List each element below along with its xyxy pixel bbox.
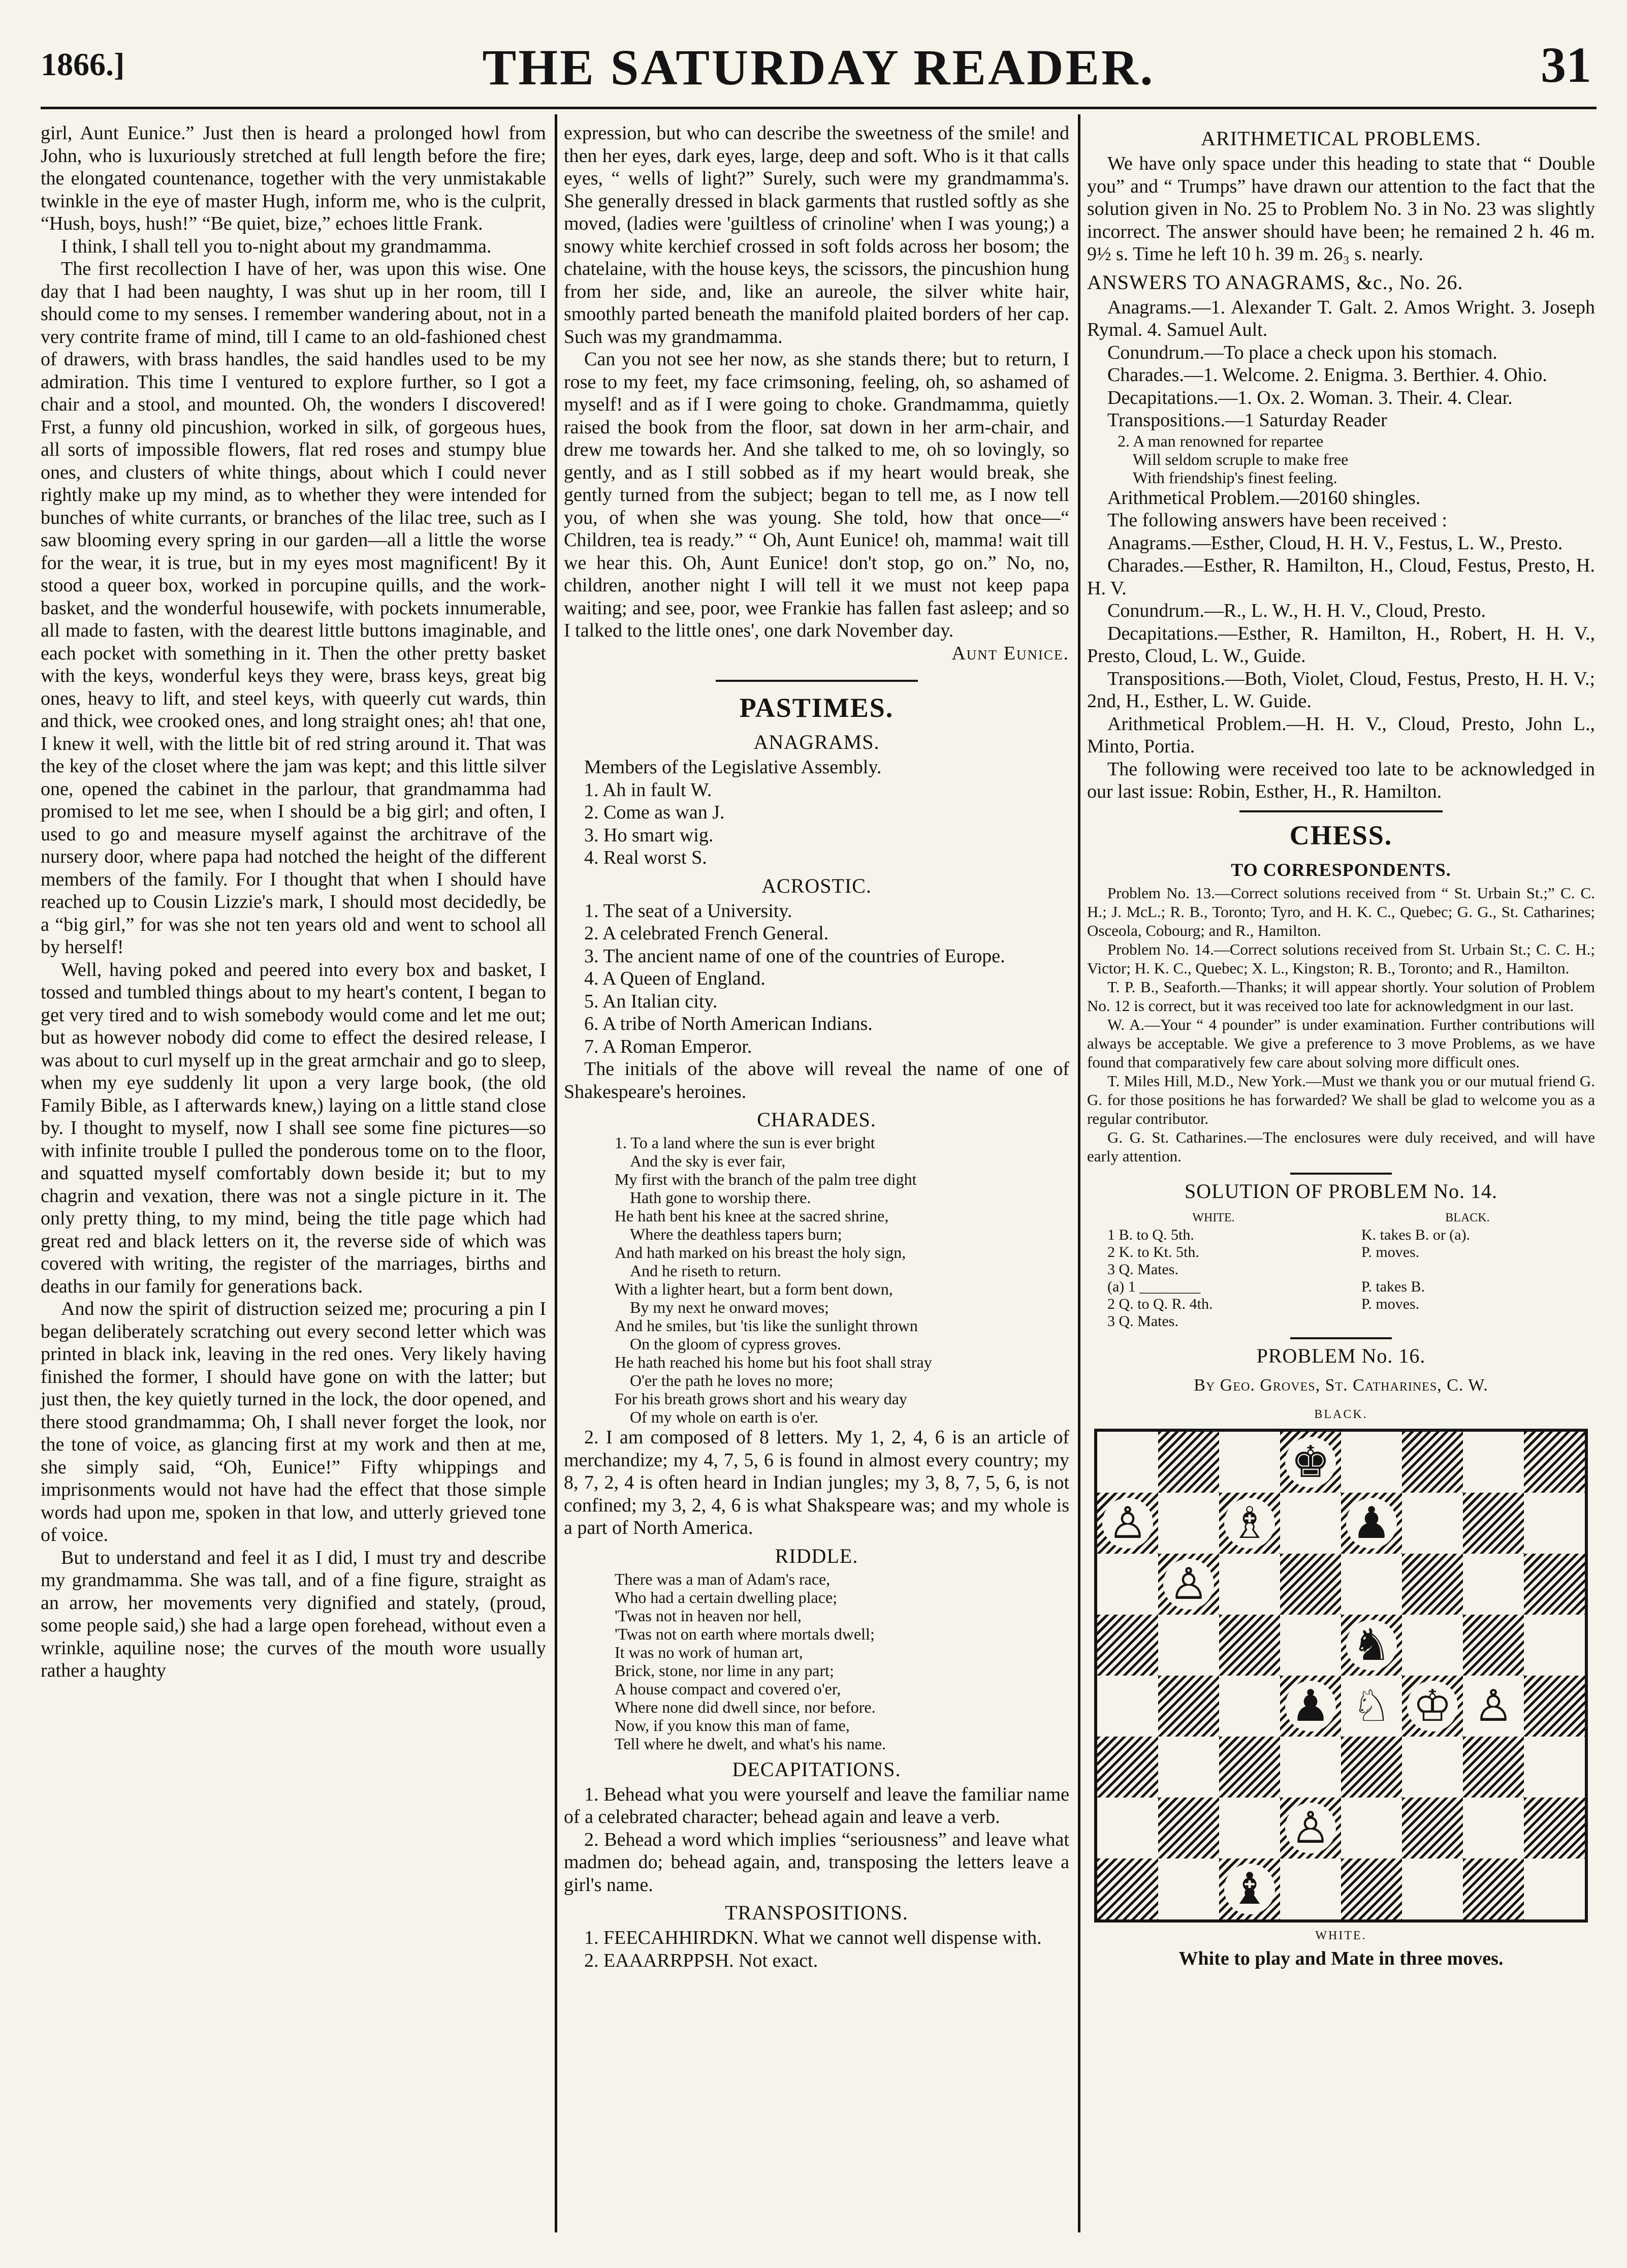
header-rule bbox=[41, 107, 1597, 109]
riddle-heading: RIDDLE. bbox=[775, 1544, 858, 1567]
chess-piece: ♞ bbox=[1346, 1620, 1397, 1671]
poem-line: 1. To a land where the sun is ever bright bbox=[615, 1133, 875, 1152]
board-square bbox=[1524, 1858, 1585, 1919]
poem-line: 2. A man renowned for repartee bbox=[1118, 431, 1324, 450]
white-move: 3 Q. Mates. bbox=[1107, 1261, 1178, 1278]
solution-row bbox=[1087, 1278, 1595, 1296]
list-item: 1. FEECAHHIRDKN. What we cannot well dispense with. bbox=[584, 1927, 1042, 1948]
poem-line: Of my whole on earth is o'er. bbox=[630, 1408, 819, 1426]
board-square bbox=[1402, 1676, 1463, 1737]
story-signature: Aunt Eunice. bbox=[951, 642, 1069, 664]
poem-line: And he smiles, but 'tis like the sunlight thrown bbox=[615, 1316, 918, 1335]
column-1 bbox=[41, 122, 546, 1682]
answer-line: Arithmetical Problem.—H. H. V., Cloud, Presto, John L., Minto, Portia. bbox=[1087, 713, 1595, 757]
answer-line: Anagrams.—Esther, Cloud, H. H. V., Festus, L. W., Presto. bbox=[1107, 532, 1563, 554]
poem-line: For his breath grows short and his weary day bbox=[615, 1390, 907, 1408]
board-square bbox=[1219, 1615, 1280, 1676]
acrostic-heading: ACROSTIC. bbox=[761, 874, 872, 897]
charade-poem bbox=[564, 1133, 1069, 1426]
answer-line: The following were received too late to be acknowledged in our last issue: Robin, Esther, H., R. Hamilton. bbox=[1087, 758, 1595, 802]
board-square bbox=[1158, 1493, 1219, 1554]
board-square bbox=[1402, 1432, 1463, 1493]
list-item: 1. The seat of a University. bbox=[584, 900, 792, 922]
board-square bbox=[1219, 1858, 1280, 1919]
board-square bbox=[1158, 1858, 1219, 1919]
pastimes-heading: PASTIMES. bbox=[739, 692, 894, 723]
board-square bbox=[1219, 1676, 1280, 1737]
board-square bbox=[1280, 1615, 1341, 1676]
answer-line: Decapitations.—Esther, R. Hamilton, H., Robert, H. H. V., Presto, Cloud, L. W., Guide. bbox=[1087, 622, 1595, 667]
solution-row bbox=[1087, 1244, 1595, 1261]
transposition-verse bbox=[1087, 432, 1595, 487]
poem-line: My first with the branch of the palm tree dight bbox=[615, 1170, 917, 1188]
board-square bbox=[1463, 1737, 1524, 1798]
column-3 bbox=[1087, 122, 1595, 1970]
board-square bbox=[1463, 1554, 1524, 1615]
story-paragraph: And now the spirit of distruction seized me; procuring a pin I began deliberately scratching out every second letter which was printed in black ink, leaving in the red ones. Very likely having finished the former, I should have gone on with the latter; but just then, the key quietly turned in the lock, the door opened, and there stood grandmamma; Oh, I shall never forget the look, nor the tone of voice, as glancing first at my work and then at me, she simply said, “Oh, Eunice!” Fifty whippings and imprisonments would not have had the effect that those simple words had upon me, spoken in that low, and utterly grieved tone of voice. bbox=[41, 1298, 546, 1546]
correspondent-note: Problem No. 14.—Correct solutions received from St. Urbain St.; C. C. H.; Victor; H. K. C., Quebec; X. L., Kingston; R. B., Toronto; and R., Hamilton. bbox=[1087, 940, 1595, 977]
board-square bbox=[1341, 1798, 1402, 1858]
board-square bbox=[1402, 1737, 1463, 1798]
problem-caption: White to play and Mate in three moves. bbox=[1178, 1947, 1504, 1969]
chess-piece: ♟ bbox=[1285, 1681, 1336, 1731]
solution-table bbox=[1087, 1209, 1595, 1330]
poem-line: And he riseth to return. bbox=[630, 1262, 781, 1280]
acrostic-list bbox=[564, 900, 1069, 1058]
board-square bbox=[1219, 1798, 1280, 1858]
board-square bbox=[1524, 1798, 1585, 1858]
board-square bbox=[1280, 1737, 1341, 1798]
chess-piece: ♚ bbox=[1285, 1437, 1336, 1488]
white-move: 2 K. to Kt. 5th. bbox=[1107, 1243, 1199, 1261]
correspondents-heading: TO CORRESPONDENTS. bbox=[1231, 859, 1451, 880]
solution-row bbox=[1087, 1313, 1595, 1330]
poem-line: And the sky is ever fair, bbox=[630, 1152, 786, 1170]
board-square bbox=[1341, 1554, 1402, 1615]
transpositions-heading: TRANSPOSITIONS. bbox=[725, 1901, 908, 1924]
problem-author: By Geo. Groves, St. Catharines, C. W. bbox=[1194, 1375, 1488, 1395]
story-paragraph: Well, having poked and peered into every box and basket, I tossed and tumbled things about to my heart's content, I began to get very tired and to wish somebody would come and let me out; but as however nobody did come to effect the desired release, I was about to curl myself up in the great armchair and go to sleep, when my eye suddenly lit upon a very large book, (the old Family Bible, as I afterwards knew,) laying on a little stand close by. I thought to myself, now I shall see some fine pictures—so with infinite trouble I pulled the ponderous tome on to the floor, and squatted myself comfortably down beside it; but to my chagrin and vexation, there was not a single picture in it. The only pretty thing, to my mind, being the title page which had great red and black letters on it, the reverse side of which was covered with writing, the register of the marriages, births and deaths in our family for generations back. bbox=[41, 959, 546, 1297]
decapitations-heading: DECAPITATIONS. bbox=[732, 1757, 901, 1781]
white-move: (a) 1 ________ bbox=[1107, 1278, 1201, 1295]
poem-line: Where none did dwell since, nor before. bbox=[615, 1697, 876, 1716]
answer-line: Transpositions.—1 Saturday Reader bbox=[1107, 410, 1387, 431]
poem-line: 'Twas not in heaven nor hell, bbox=[615, 1606, 802, 1625]
poem-line: Where the deathless tapers burn; bbox=[630, 1225, 842, 1243]
board-square bbox=[1524, 1493, 1585, 1554]
section-divider bbox=[716, 680, 918, 682]
answer-line: The following answers have been received : bbox=[1107, 510, 1447, 531]
board-square bbox=[1219, 1554, 1280, 1615]
poem-line: O'er the path he loves no more; bbox=[630, 1371, 834, 1390]
board-square bbox=[1158, 1615, 1219, 1676]
poem-line: There was a man of Adam's race, bbox=[615, 1569, 831, 1588]
poem-line: Brick, stone, nor lime in any part; bbox=[615, 1661, 834, 1680]
board-square bbox=[1097, 1432, 1158, 1493]
decapitation-item: 1. Behead what you were yourself and leave the familiar name of a celebrated character; behead again and leave a verb. bbox=[564, 1783, 1069, 1828]
board-square bbox=[1097, 1554, 1158, 1615]
list-item: 1. Ah in fault W. bbox=[584, 779, 712, 801]
board-square bbox=[1158, 1432, 1219, 1493]
board-square bbox=[1524, 1554, 1585, 1615]
board-square bbox=[1341, 1737, 1402, 1798]
section-divider bbox=[1239, 810, 1443, 812]
board-square bbox=[1097, 1858, 1158, 1919]
story-paragraph: But to understand and feel it as I did, I must try and describe my grandmamma. She was tall, and of a fine figure, straight as an arrow, her movements very dignified and stately, (proud, some people said,) she had a large open forehead, without even a wrinkle, aquiline nose; the curves of the mouth wore usually rather a haughty bbox=[41, 1547, 546, 1681]
correspondent-note: Problem No. 13.—Correct solutions received from “ St. Urbain St.;” C. C. H.; J. McL.; R. B., Toronto; Tyro, and H. K. C., Quebec; G. G., St. Catharines; Osceola, Cobourg; and R., Hamilton. bbox=[1087, 884, 1595, 939]
poem-line: A house compact and covered o'er, bbox=[615, 1679, 841, 1698]
poem-line: He hath bent his knee at the sacred shrine, bbox=[615, 1207, 889, 1225]
anagrams-heading: ANAGRAMS. bbox=[753, 731, 880, 753]
column-rule-1 bbox=[555, 114, 557, 2232]
arithmetical-heading: ARITHMETICAL PROBLEMS. bbox=[1201, 127, 1481, 150]
board-square bbox=[1219, 1493, 1280, 1554]
poem-line: He hath reached his home but his foot shall stray bbox=[615, 1353, 932, 1371]
list-item: 4. Real worst S. bbox=[584, 847, 707, 868]
chess-diagram bbox=[1087, 1403, 1595, 1970]
answers-block bbox=[1087, 296, 1595, 803]
board-square bbox=[1097, 1798, 1158, 1858]
answer-line: Charades.—Esther, R. Hamilton, H., Cloud, Festus, Presto, H. H. V. bbox=[1087, 555, 1595, 599]
solution-row bbox=[1087, 1226, 1595, 1244]
board-square bbox=[1402, 1858, 1463, 1919]
list-item: 3. The ancient name of one of the countries of Europe. bbox=[584, 945, 1005, 967]
poem-line: It was no work of human art, bbox=[615, 1643, 803, 1661]
charade-2: 2. I am composed of 8 letters. My 1, 2, 4, 6 is an article of merchandize; my 4, 7, 5, 6 is found in almost every country; my 8, 7, 2, 4 is often heard in Indian jungles; my 3, 8, 7, 5, 6, is not confined; my 3, 2, 4, 6 is what Shakspeare was; and my whole is a part of North America. bbox=[564, 1427, 1069, 1538]
poem-line: On the gloom of cypress groves. bbox=[630, 1335, 841, 1353]
board-square bbox=[1402, 1615, 1463, 1676]
poem-line: With friendship's finest feeling. bbox=[1133, 468, 1337, 487]
board-square bbox=[1280, 1676, 1341, 1737]
board-square bbox=[1158, 1554, 1219, 1615]
chess-piece: ♘ bbox=[1346, 1681, 1397, 1731]
problem-heading: PROBLEM No. 16. bbox=[1256, 1344, 1426, 1367]
section-divider bbox=[1290, 1337, 1392, 1339]
board-square bbox=[1097, 1615, 1158, 1676]
arithmetical-text: We have only space under this heading to state that “ Double you” and “ Trumps” have drawn our attention to the fact that the solution given in No. 25 to Problem No. 3 in No. 23 was slightly incorrect. The answer should have been; he remained 2 h. 46 m. 9½ s. Time he left 10 h. 39 m. 26₃ s. nearly. bbox=[1087, 153, 1595, 265]
board-square bbox=[1524, 1615, 1585, 1676]
chess-piece: ♙ bbox=[1102, 1498, 1153, 1549]
board-square bbox=[1402, 1798, 1463, 1858]
board-square bbox=[1097, 1676, 1158, 1737]
board-square bbox=[1463, 1615, 1524, 1676]
black-side-label: BLACK. bbox=[1314, 1407, 1368, 1421]
black-move: P. moves. bbox=[1361, 1243, 1420, 1261]
black-move: P. takes B. bbox=[1361, 1278, 1425, 1295]
transpositions-list bbox=[564, 1927, 1069, 1972]
list-item: 6. A tribe of North American Indians. bbox=[584, 1013, 873, 1034]
board-square bbox=[1463, 1798, 1524, 1858]
board-square bbox=[1524, 1737, 1585, 1798]
black-label: BLACK. bbox=[1445, 1211, 1490, 1224]
page-number: 31 bbox=[1541, 37, 1591, 93]
chess-heading: CHESS. bbox=[1289, 820, 1393, 850]
board-square bbox=[1524, 1432, 1585, 1493]
list-item: 2. A celebrated French General. bbox=[584, 923, 829, 944]
list-item: 5. An Italian city. bbox=[584, 990, 718, 1012]
poem-line: Will seldom scruple to make free bbox=[1133, 450, 1349, 468]
white-move: 2 Q. to Q. R. 4th. bbox=[1107, 1295, 1213, 1312]
board-square bbox=[1097, 1493, 1158, 1554]
decapitation-item: 2. Behead a word which implies “seriousness” and leave what madmen do; behead again, and, transposing the letters leave a girl's name. bbox=[564, 1829, 1069, 1896]
board-square bbox=[1402, 1554, 1463, 1615]
column-2 bbox=[564, 122, 1069, 1972]
answers-heading: ANSWERS TO ANAGRAMS, &c., No. 26. bbox=[1087, 270, 1463, 294]
list-item: 2. Come as wan J. bbox=[584, 802, 725, 823]
answer-line: Anagrams.—1. Alexander T. Galt. 2. Amos Wright. 3. Joseph Rymal. 4. Samuel Ault. bbox=[1087, 296, 1595, 340]
list-item: 7. A Roman Emperor. bbox=[584, 1035, 752, 1057]
page-header bbox=[41, 36, 1597, 112]
correspondent-note: G. G. St. Catharines.—The enclosures were duly received, and will have early attention. bbox=[1087, 1128, 1595, 1165]
answer-line: Transpositions.—Both, Violet, Cloud, Festus, Presto, H. H. V.; 2nd, H., Esther, L. W. Guide. bbox=[1087, 668, 1595, 712]
chess-board bbox=[1094, 1429, 1588, 1923]
black-move bbox=[1341, 1261, 1595, 1278]
poem-line: 'Twas not on earth where mortals dwell; bbox=[615, 1624, 875, 1643]
board-square bbox=[1158, 1798, 1219, 1858]
board-square bbox=[1280, 1493, 1341, 1554]
section-divider bbox=[1290, 1173, 1392, 1175]
story-paragraph: The first recollection I have of her, was upon this wise. One day that I had been naughty, I was shut up in her room, till I should come to my senses. I remember wandering about, not in a very contrite frame of mind, till I came to an old-fashioned chest of drawers, with brass handles, the said handles used to be my admiration. This time I ventured to explore further, so I got a chair and a stool, and mounted. Oh, the wonders I discovered! Frst, a funny old pincushion, worked in silk, of gorgeous hues, all sorts of impossible flowers, flat red roses and stumpy blue ones, and clusters of white things, about which I could never rightly make up my mind, as to whether they were intended for bunches of white currants, or branches of the lilac tree, such as I saw blooming every spring in our garden—all a little the worse for the wear, it is true, but in my eyes most magnificent! By it stood a queer box, worked in porcupine quills, and the work-basket, and the wonderful housewife, with pockets innumerable, all made to fasten, with the dearest little buttons imaginable, and each pocket with something in it. Then the other pretty basket with the keys, wonderful keys they were, brass keys, great big ones, heavy to lift, and steel keys, with queerly cut wards, thin and thick, wee crooked ones, and long straight ones; ah! that one, I knew it well, with the little bit of red string around it. That was the key of the closet where the jam was kept; and this little silver one, opened the cabinet in the parlour, that grandmamma had promised to let me see, when I should be a big girl; and often, I used to go and measure myself against the architrave of the nursery door, where papa had notched the height of the different members of the family. For I thought that when I should have reached up to Cousin Lizzie's mark, I should most decidedly, be a “big girl,” for was she not ten years old and went to school all by herself! bbox=[41, 258, 546, 958]
answer-line: Conundrum.—R., L. W., H. H. V., Cloud, Presto. bbox=[1107, 600, 1486, 621]
charades-heading: CHARADES. bbox=[757, 1108, 876, 1131]
solution-header bbox=[1087, 1209, 1595, 1226]
board-square bbox=[1158, 1676, 1219, 1737]
correspondent-note: T. Miles Hill, M.D., New York.—Must we thank you or our mutual friend G. G. for those positions he has forwarded? We shall be glad to welcome you as a regular contributor. bbox=[1087, 1072, 1595, 1127]
list-item: 2. EAAARRPPSH. Not exact. bbox=[584, 1949, 818, 1971]
chess-piece: ♙ bbox=[1285, 1803, 1336, 1853]
chess-piece: ♝ bbox=[1224, 1864, 1275, 1914]
board-square bbox=[1280, 1858, 1341, 1919]
chess-piece: ♟ bbox=[1346, 1498, 1397, 1549]
solution-row bbox=[1087, 1261, 1595, 1278]
white-label: WHITE. bbox=[1192, 1211, 1235, 1224]
acrostic-note: The initials of the above will reveal the name of one of Shakespeare's heroines. bbox=[564, 1058, 1069, 1102]
solution-heading: SOLUTION OF PROBLEM No. 14. bbox=[1185, 1179, 1497, 1203]
black-move bbox=[1341, 1313, 1595, 1330]
board-square bbox=[1341, 1493, 1402, 1554]
board-square bbox=[1463, 1432, 1524, 1493]
issue-date: 1866.] bbox=[41, 46, 125, 82]
column-rule-2 bbox=[1078, 114, 1080, 2232]
board-square bbox=[1280, 1432, 1341, 1493]
poem-line: Tell where he dwelt, and what's his name. bbox=[615, 1734, 886, 1753]
board-square bbox=[1219, 1432, 1280, 1493]
poem-line: Hath gone to worship there. bbox=[630, 1188, 811, 1207]
poem-line: Who had a certain dwelling place; bbox=[615, 1588, 838, 1606]
board-square bbox=[1341, 1858, 1402, 1919]
answer-line: Arithmetical Problem.—20160 shingles. bbox=[1107, 487, 1421, 509]
white-move: 1 B. to Q. 5th. bbox=[1107, 1226, 1194, 1243]
black-move: P. moves. bbox=[1361, 1295, 1420, 1312]
masthead-title: THE SATURDAY READER. bbox=[482, 39, 1155, 96]
board-square bbox=[1341, 1432, 1402, 1493]
board-square bbox=[1280, 1798, 1341, 1858]
anagrams-intro: Members of the Legislative Assembly. bbox=[584, 757, 882, 778]
board-square bbox=[1463, 1493, 1524, 1554]
board-square bbox=[1463, 1858, 1524, 1919]
poem-line: By my next he onward moves; bbox=[630, 1298, 829, 1316]
black-move: K. takes B. or (a). bbox=[1361, 1226, 1471, 1243]
story-paragraph: expression, but who can describe the sweetness of the smile! and then her eyes, dark eyes, large, deep and soft. Who is it that calls eyes, “ wells of light?” Surely, such were my grandmamma's. She generally dressed in black garments that rustled softly as she moved, (ladies were 'guiltless of crinoline' when I was young;) a snowy white kerchief crossed in soft folds across her bosom; the chatelaine, with the house keys, the scissors, the pincushion hung from her side, and, like an aureole, the silver white hair, smoothly parted beneath the manifold plaited borders of her cap. Such was my grandmamma. bbox=[564, 122, 1069, 348]
poem-line: Now, if you know this man of fame, bbox=[615, 1716, 850, 1735]
correspondent-note: T. P. B., Seaforth.—Thanks; it will appear shortly. Your solution of Problem No. 12 is correct, but it was received too late for acknowledgment in our last. bbox=[1087, 978, 1595, 1015]
solution-row bbox=[1087, 1296, 1595, 1313]
story-paragraph: girl, Aunt Eunice.” Just then is heard a prolonged howl from John, who is luxuriously stretched at full length before the fire; the elongated countenance, together with the very unmistakable twinkle in the eye of master Hugh, inform me, who is the culprit, “Hush, boys, hush!” “Be quiet, bize,” echoes little Frank. bbox=[41, 122, 546, 234]
board-square bbox=[1097, 1737, 1158, 1798]
story-paragraph: Can you not see her now, as she stands there; but to return, I rose to my feet, my face crimsoning, feeling, oh, so ashamed of myself! and as if I were going to choke. Grandmamma, quietly raised the book from the floor, sat down in her arm-chair, and drew me towards her. And she talked to me, oh so lovingly, so gently, and as I still sobbed as if my heart would break, she gently turned from the subject; began to tell me, as I now tell you, of when she was young. She told, how that once—“ Children, tea is ready.” “ Oh, Aunt Eunice! oh, mamma! wait till we hear this. Oh, Aunt Eunice! don't stop, go on.” No, no, children, another night I will tell it we must not keep papa waiting; and see, poor, wee Frankie has fallen fast asleep; and so I talked to the little ones', one dark November day. bbox=[564, 349, 1069, 641]
chess-piece: ♔ bbox=[1407, 1681, 1458, 1731]
answer-line: Charades.—1. Welcome. 2. Enigma. 3. Berthier. 4. Ohio. bbox=[1107, 364, 1547, 386]
answer-line: Decapitations.—1. Ox. 2. Woman. 3. Their. 4. Clear. bbox=[1107, 387, 1513, 408]
list-item: 4. A Queen of England. bbox=[584, 968, 765, 989]
board-square bbox=[1219, 1737, 1280, 1798]
answer-line: Conundrum.—To place a check upon his stomach. bbox=[1107, 341, 1497, 363]
riddle-poem bbox=[564, 1570, 1069, 1753]
chess-piece: ♙ bbox=[1163, 1559, 1214, 1610]
board-square bbox=[1402, 1493, 1463, 1554]
poem-line: With a lighter heart, but a form bent down, bbox=[615, 1280, 893, 1298]
poem-line: And hath marked on his breast the holy sign, bbox=[615, 1243, 906, 1262]
chess-piece: ♗ bbox=[1224, 1498, 1275, 1549]
board-square bbox=[1341, 1615, 1402, 1676]
board-square bbox=[1524, 1676, 1585, 1737]
board-square bbox=[1463, 1676, 1524, 1737]
story-paragraph: I think, I shall tell you to-night about my grandmamma. bbox=[61, 235, 492, 257]
board-square bbox=[1158, 1737, 1219, 1798]
anagrams-list bbox=[564, 779, 1069, 869]
board-square bbox=[1341, 1676, 1402, 1737]
board-square bbox=[1280, 1554, 1341, 1615]
white-side-label: WHITE. bbox=[1315, 1929, 1367, 1942]
correspondent-note: W. A.—Your “ 4 pounder” is under examination. Further contributions will always be acceptable. We give a preference to 3 move Problems, as we have found that comparatively few care about solving more difficult ones. bbox=[1087, 1015, 1595, 1071]
chess-piece: ♙ bbox=[1468, 1681, 1519, 1731]
list-item: 3. Ho smart wig. bbox=[584, 824, 714, 846]
white-move: 3 Q. Mates. bbox=[1107, 1312, 1178, 1330]
